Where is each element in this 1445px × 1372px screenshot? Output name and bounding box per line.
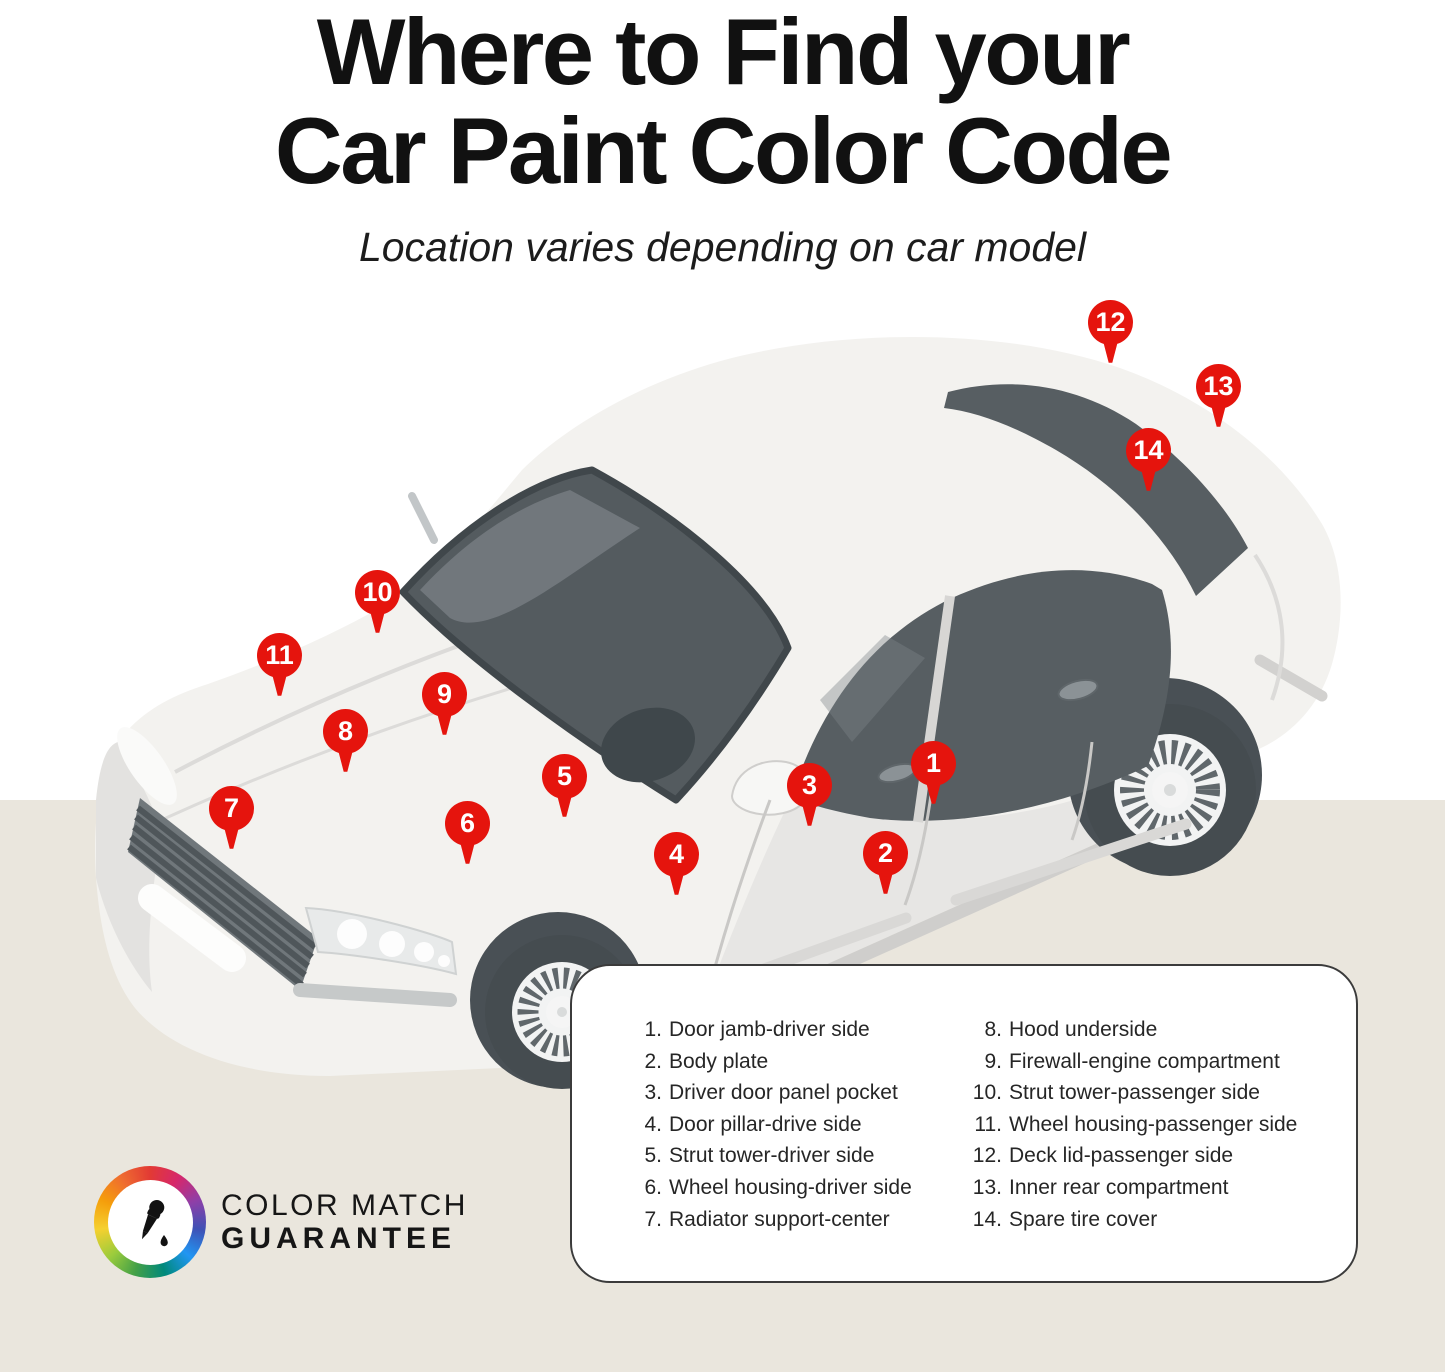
legend-item: 4. Door pillar-drive side bbox=[644, 1112, 862, 1136]
marker-number: 13 bbox=[1203, 371, 1234, 401]
legend-column-right bbox=[958, 1014, 1348, 1281]
marker-pin-7 bbox=[209, 786, 254, 831]
legend-item: 13. Inner rear compartment bbox=[972, 1175, 1229, 1199]
subtitle: Location varies depending on car model bbox=[358, 224, 1087, 270]
legend-item: 6. Wheel housing-driver side bbox=[644, 1175, 912, 1199]
marker-pin-8 bbox=[323, 709, 368, 754]
marker-number: 14 bbox=[1133, 435, 1164, 465]
page-title bbox=[0, 0, 1445, 203]
title-line2: Car Paint Color Code bbox=[274, 98, 1171, 203]
badge-text bbox=[221, 1189, 468, 1255]
title-line1: Where to Find your bbox=[316, 0, 1129, 104]
marker-pin-1 bbox=[911, 741, 956, 786]
marker-number: 3 bbox=[801, 770, 818, 800]
marker-number: 8 bbox=[337, 716, 354, 746]
legend-box bbox=[570, 964, 1358, 1283]
marker-pin-11 bbox=[257, 633, 302, 678]
header bbox=[0, 0, 1445, 271]
marker-number: 2 bbox=[877, 838, 894, 868]
marker-pin-14 bbox=[1126, 428, 1171, 473]
legend-item: 9. Firewall-engine compartment bbox=[984, 1049, 1280, 1073]
marker-pin-3 bbox=[787, 763, 832, 808]
color-match-badge bbox=[94, 1166, 468, 1278]
legend-item: 3. Driver door panel pocket bbox=[644, 1081, 898, 1105]
legend-item: 7. Radiator support-center bbox=[644, 1207, 890, 1231]
marker-pin-12 bbox=[1088, 300, 1133, 345]
marker-pin-6 bbox=[445, 801, 490, 846]
marker-number: 12 bbox=[1095, 307, 1126, 337]
marker-number: 9 bbox=[436, 679, 453, 709]
eyedropper-icon bbox=[120, 1192, 180, 1252]
legend-item: 14. Spare tire cover bbox=[972, 1207, 1158, 1231]
color-wheel-icon bbox=[94, 1166, 206, 1278]
legend-item: 8. Hood underside bbox=[984, 1018, 1158, 1041]
legend-item: 12. Deck lid-passenger side bbox=[972, 1144, 1234, 1168]
marker-pin-4 bbox=[654, 832, 699, 877]
marker-number: 11 bbox=[265, 640, 294, 670]
marker-number: 10 bbox=[362, 577, 393, 607]
legend-item: 1. Door jamb-driver side bbox=[644, 1018, 870, 1041]
marker-number: 1 bbox=[925, 748, 942, 778]
legend-item: 11. Wheel housing-passenger side bbox=[974, 1112, 1298, 1136]
antenna bbox=[412, 496, 434, 540]
marker-pin-10 bbox=[355, 570, 400, 615]
marker-number: 7 bbox=[223, 793, 240, 823]
marker-pin-5 bbox=[542, 754, 587, 799]
legend-column-left bbox=[628, 1014, 958, 1281]
badge-line1: COLOR MATCH bbox=[221, 1189, 468, 1222]
legend-item: 10. Strut tower-passenger side bbox=[972, 1081, 1260, 1105]
marker-pin-9 bbox=[422, 672, 467, 717]
legend-item: 5. Strut tower-driver side bbox=[644, 1144, 875, 1168]
marker-pin-13 bbox=[1196, 364, 1241, 409]
legend-item: 2. Body plate bbox=[644, 1049, 769, 1073]
marker-number: 4 bbox=[668, 839, 685, 869]
marker-pin-2 bbox=[863, 831, 908, 876]
marker-number: 6 bbox=[459, 808, 476, 838]
badge-line2: GUARANTEE bbox=[221, 1222, 457, 1255]
marker-number: 5 bbox=[556, 761, 573, 791]
bumper-intake bbox=[300, 990, 450, 1000]
